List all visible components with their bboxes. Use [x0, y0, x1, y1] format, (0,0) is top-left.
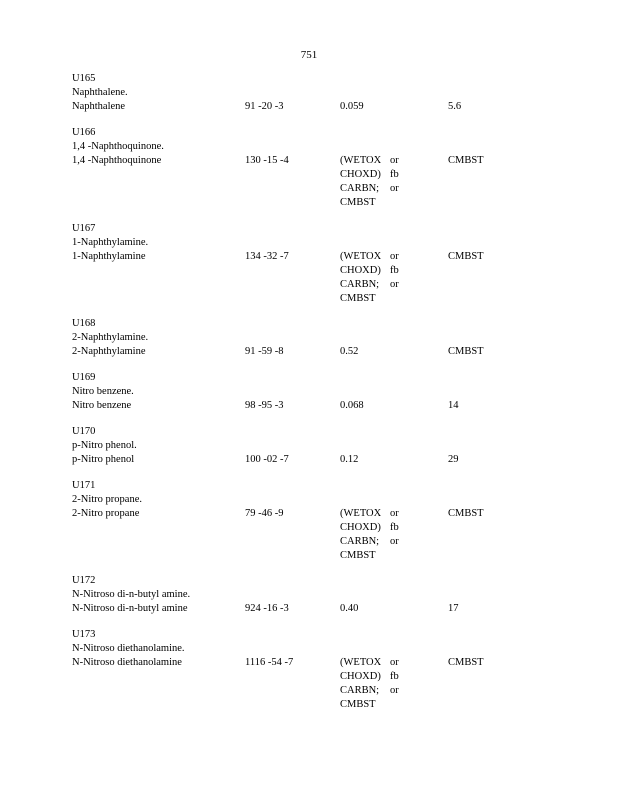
waste-description: p-Nitro phenol.: [72, 440, 137, 451]
cas-number: 98 -95 -3: [245, 400, 284, 411]
wastewater-concentration: 0.52: [340, 346, 359, 357]
technology-connector: fb: [390, 671, 399, 682]
technology-connector: fb: [390, 265, 399, 276]
technology-connector: or: [390, 183, 399, 194]
technology-connector: or: [390, 657, 399, 668]
waste-description: N-Nitroso diethanolamine.: [72, 643, 185, 654]
wastewater-concentration: 0.068: [340, 400, 364, 411]
technology-code: (WETOX: [340, 155, 382, 166]
cas-number: 924 -16 -3: [245, 603, 289, 614]
technology-connector: fb: [390, 522, 399, 533]
waste-code: U166: [72, 127, 96, 138]
nonwastewater-standard: CMBST: [448, 251, 484, 262]
technology-code: CHOXD): [340, 265, 381, 276]
technology-connector: or: [390, 251, 399, 262]
wastewater-concentration: 0.40: [340, 603, 359, 614]
nonwastewater-standard: 14: [448, 400, 459, 411]
waste-description: 1,4 -Naphthoquinone.: [72, 141, 164, 152]
waste-code: U169: [72, 372, 96, 383]
treatment-technology: [340, 250, 410, 306]
nonwastewater-standard: CMBST: [448, 657, 484, 668]
waste-description: 1-Naphthylamine.: [72, 237, 149, 248]
technology-code: CARBN;: [340, 183, 380, 194]
cas-number: 79 -46 -9: [245, 508, 284, 519]
constituent-name: 1-Naphthylamine: [72, 251, 146, 262]
waste-code: U165: [72, 73, 96, 84]
nonwastewater-standard: CMBST: [448, 346, 484, 357]
technology-code: CHOXD): [340, 522, 381, 533]
constituent-name: Nitro benzene: [72, 400, 132, 411]
technology-code: CARBN;: [340, 536, 380, 547]
technology-code: (WETOX: [340, 657, 382, 668]
constituent-name: Naphthalene: [72, 101, 126, 112]
technology-connector: or: [390, 508, 399, 519]
technology-connector: or: [390, 279, 399, 290]
nonwastewater-standard: CMBST: [448, 508, 484, 519]
technology-code: CHOXD): [340, 671, 381, 682]
cas-number: 134 -32 -7: [245, 251, 289, 262]
waste-code: U167: [72, 223, 96, 234]
constituent-name: 2-Nitro propane: [72, 508, 140, 519]
waste-description: 2-Nitro propane.: [72, 494, 142, 505]
constituent-name: N-Nitroso diethanolamine: [72, 657, 182, 668]
page-number: 751: [300, 49, 318, 61]
nonwastewater-standard: CMBST: [448, 155, 484, 166]
technology-code: CARBN;: [340, 685, 380, 696]
cas-number: 91 -20 -3: [245, 101, 284, 112]
waste-description: 2-Naphthylamine.: [72, 332, 149, 343]
waste-description: Nitro benzene.: [72, 386, 134, 397]
cas-number: 100 -02 -7: [245, 454, 289, 465]
technology-code: CHOXD): [340, 169, 381, 180]
wastewater-concentration: 0.059: [340, 101, 364, 112]
technology-connector: or: [390, 685, 399, 696]
waste-description: Naphthalene.: [72, 87, 128, 98]
nonwastewater-standard: 29: [448, 454, 459, 465]
waste-code: U172: [72, 575, 96, 586]
cas-number: 130 -15 -4: [245, 155, 289, 166]
technology-code: CMBST: [340, 550, 376, 561]
technology-connector: or: [390, 536, 399, 547]
nonwastewater-standard: 17: [448, 603, 459, 614]
technology-code: (WETOX: [340, 508, 382, 519]
technology-code: CMBST: [340, 197, 376, 208]
waste-code: U170: [72, 426, 96, 437]
technology-code: CMBST: [340, 293, 376, 304]
treatment-technology: [340, 507, 410, 563]
waste-code: U168: [72, 318, 96, 329]
cas-number: 91 -59 -8: [245, 346, 284, 357]
constituent-name: 1,4 -Naphthoquinone: [72, 155, 162, 166]
nonwastewater-standard: 5.6: [448, 101, 462, 112]
technology-connector: fb: [390, 169, 399, 180]
waste-code: U173: [72, 629, 96, 640]
technology-code: (WETOX: [340, 251, 382, 262]
technology-code: CMBST: [340, 699, 376, 710]
cas-number: 1116 -54 -7: [245, 657, 294, 668]
waste-code: U171: [72, 480, 96, 491]
wastewater-concentration: 0.12: [340, 454, 359, 465]
waste-description: N-Nitroso di-n-butyl amine.: [72, 589, 191, 600]
treatment-technology: [340, 154, 410, 210]
treatment-technology: [340, 656, 410, 712]
technology-connector: or: [390, 155, 399, 166]
constituent-name: N-Nitroso di-n-butyl amine: [72, 603, 188, 614]
constituent-name: 2-Naphthylamine: [72, 346, 146, 357]
technology-code: CARBN;: [340, 279, 380, 290]
constituent-name: p-Nitro phenol: [72, 454, 135, 465]
